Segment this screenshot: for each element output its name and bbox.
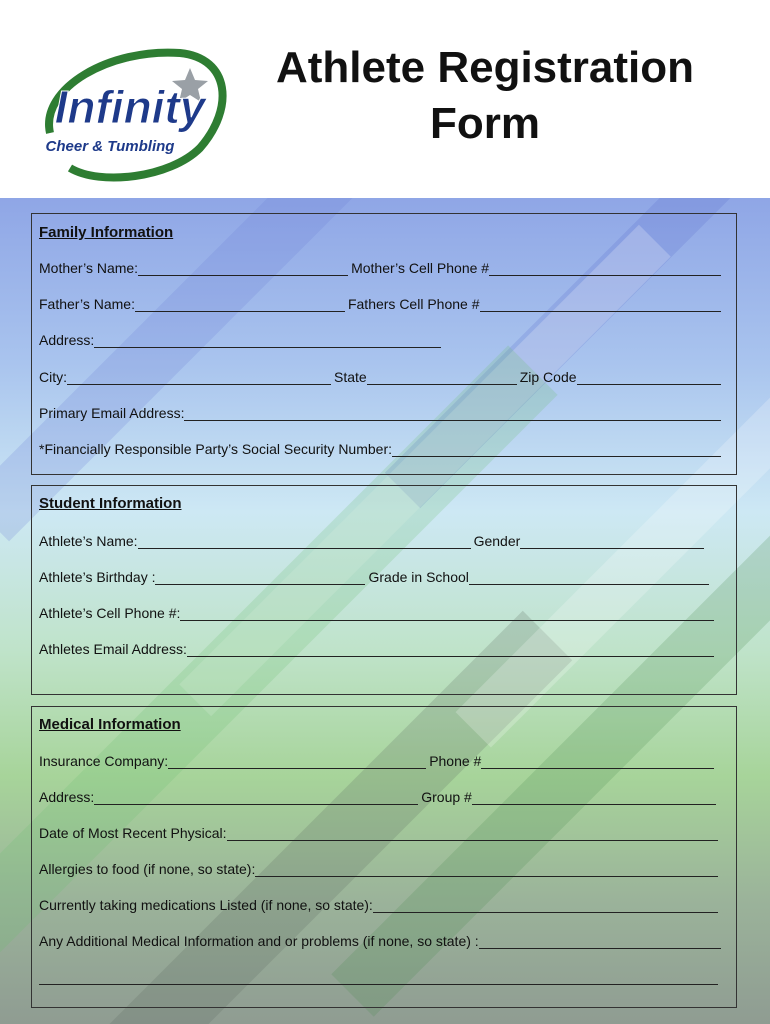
father-phone-label: Fathers Cell Phone # xyxy=(347,296,480,312)
email-field[interactable] xyxy=(184,405,721,421)
father-name-field[interactable] xyxy=(135,296,345,312)
state-field[interactable] xyxy=(367,369,517,385)
ssn-label: *Financially Responsible Party’s Social Security Number: xyxy=(39,441,393,457)
mother-name-field[interactable] xyxy=(138,260,348,276)
father-name-label: Father’s Name: xyxy=(39,296,135,312)
zip-label: Zip Code xyxy=(519,369,577,385)
section-heading: Medical Information xyxy=(39,716,181,733)
gender-label: Gender xyxy=(473,533,521,549)
page-header xyxy=(0,0,770,198)
physical-field[interactable] xyxy=(227,825,718,841)
student-information-section xyxy=(31,485,737,695)
infinity-logo xyxy=(30,28,240,188)
address-field[interactable] xyxy=(94,332,441,348)
medical-information-section xyxy=(31,706,737,1008)
grade-field[interactable] xyxy=(469,569,709,585)
svg-text:Infinity: Infinity xyxy=(54,81,206,133)
allergies-label: Allergies to food (if none, so state): xyxy=(39,861,256,877)
ssn-field[interactable] xyxy=(392,441,721,457)
section-heading: Family Information xyxy=(39,224,174,241)
athlete-name-field[interactable] xyxy=(138,533,471,549)
athlete-cell-field[interactable] xyxy=(180,605,714,621)
father-phone-field[interactable] xyxy=(480,296,722,312)
section-heading: Student Information xyxy=(39,495,182,512)
athlete-email-label: Athletes Email Address: xyxy=(39,641,187,657)
form-background xyxy=(0,198,770,1024)
additional-info-label: Any Additional Medical Information and or problems (if none, so state) : xyxy=(39,933,479,949)
athlete-name-label: Athlete’s Name: xyxy=(39,533,138,549)
athlete-cell-label: Athlete’s Cell Phone #: xyxy=(39,605,181,621)
svg-text:Cheer & Tumbling: Cheer & Tumbling xyxy=(45,138,175,155)
insurance-phone-field[interactable] xyxy=(481,753,714,769)
group-label: Group # xyxy=(421,789,472,805)
additional-info-field[interactable] xyxy=(479,933,721,949)
insurance-label: Insurance Company: xyxy=(39,753,169,769)
insurance-address-label: Address: xyxy=(39,789,95,805)
page-title: Athlete Registration Form xyxy=(275,43,695,148)
gender-field[interactable] xyxy=(520,533,704,549)
email-label: Primary Email Address: xyxy=(39,405,185,421)
grade-label: Grade in School xyxy=(368,569,469,585)
city-field[interactable] xyxy=(67,369,331,385)
family-information-section xyxy=(31,213,737,475)
city-label: City: xyxy=(39,369,67,385)
birthday-label: Athlete’s Birthday : xyxy=(39,569,156,585)
medications-label: Currently taking medications Listed (if none, so state): xyxy=(39,897,373,913)
zip-field[interactable] xyxy=(577,369,721,385)
mother-phone-label: Mother’s Cell Phone # xyxy=(351,260,490,276)
insurance-field[interactable] xyxy=(168,753,426,769)
insurance-address-field[interactable] xyxy=(94,789,418,805)
state-label: State xyxy=(334,369,367,385)
birthday-field[interactable] xyxy=(155,569,365,585)
address-label: Address: xyxy=(39,332,95,348)
group-field[interactable] xyxy=(472,789,716,805)
mother-phone-field[interactable] xyxy=(489,260,721,276)
allergies-field[interactable] xyxy=(255,861,718,877)
athlete-email-field[interactable] xyxy=(187,641,714,657)
insurance-phone-label: Phone # xyxy=(429,753,482,769)
mother-name-label: Mother’s Name: xyxy=(39,260,139,276)
additional-info-line-2[interactable] xyxy=(39,969,718,985)
medications-field[interactable] xyxy=(373,897,718,913)
physical-label: Date of Most Recent Physical: xyxy=(39,825,227,841)
